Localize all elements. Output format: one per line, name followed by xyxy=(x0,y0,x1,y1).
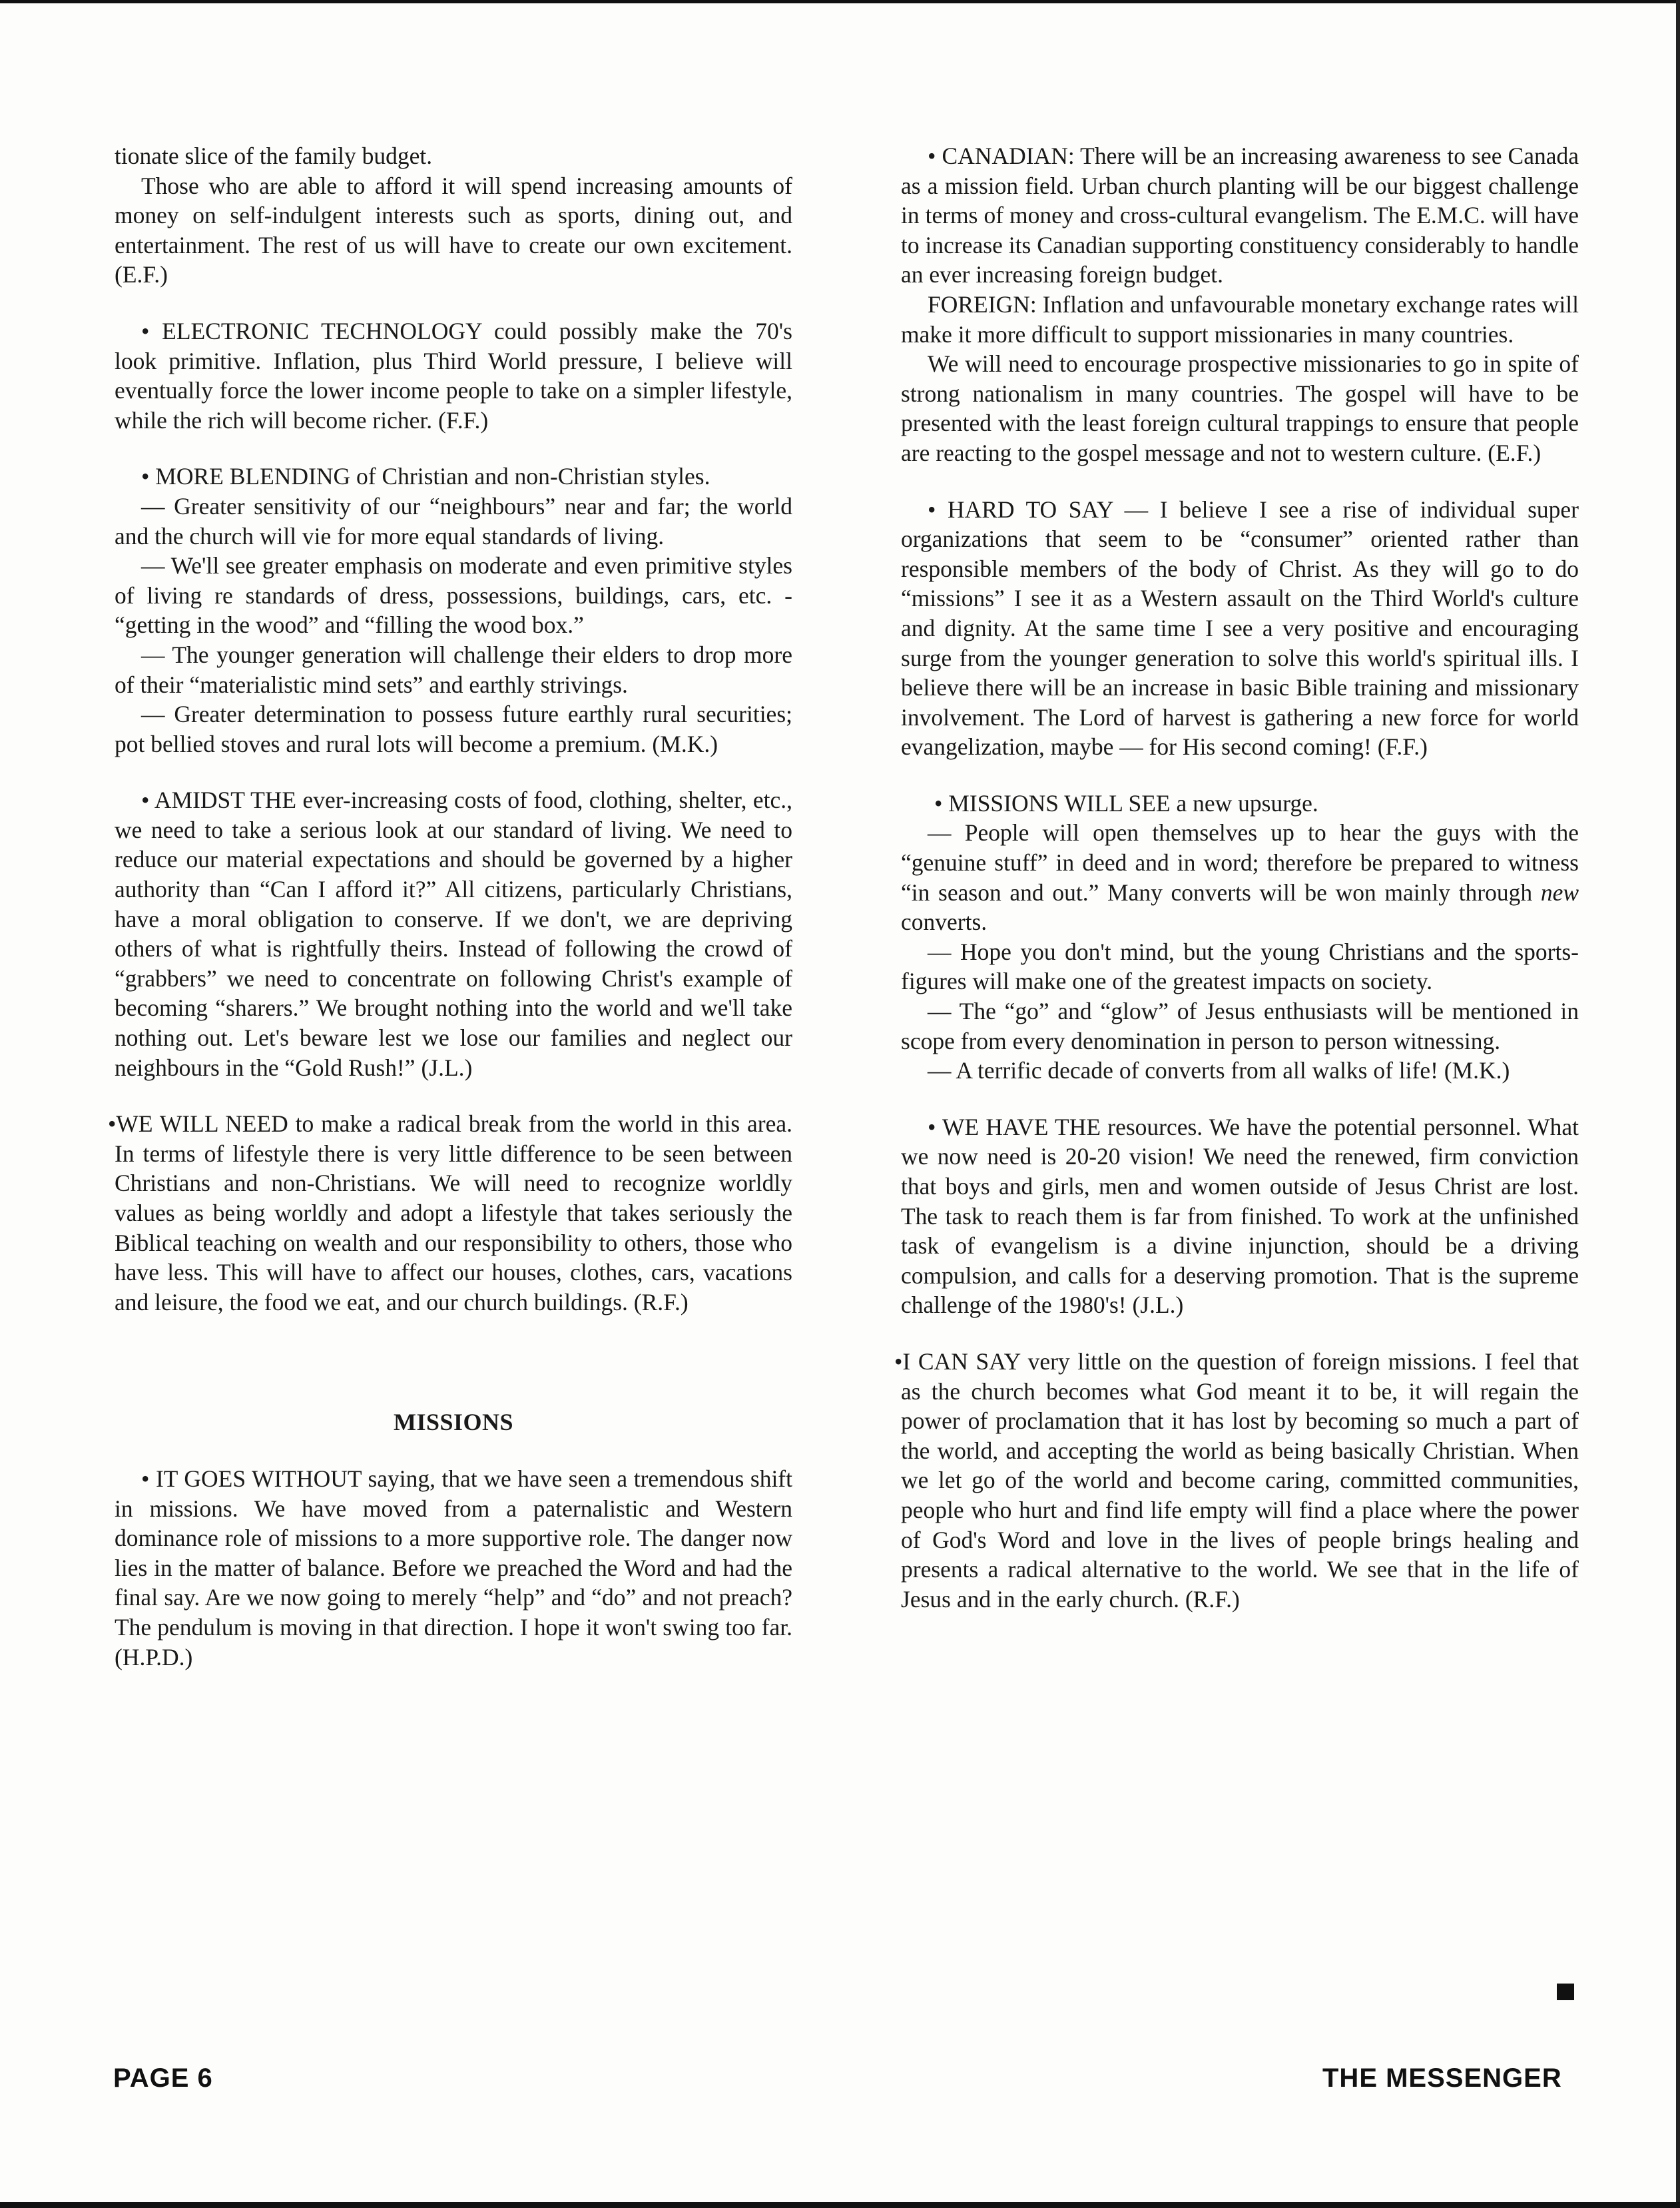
page-bottom-edge xyxy=(0,2202,1680,2208)
bullet-paragraph: • AMIDST THE ever-increasing costs of food, clothing, shelter, etc., we need to take a serious look at our standard of living. We need to reduce our material expectations and should be governed by a higher authority than “Can I afford it?” All citizens, particularly Christians, have a moral obligation to conserve. If we don't, we are depriving others of what is rightfully theirs. Instead of following the crowd of “grabbers” we need to concentrate on following Christ's example of becoming “sharers.” We brought nothing into the world and we'll take nothing out. Let's beware lest we lose our families and neglect our neighbours in the “Gold Rush!” (J.L.) xyxy=(115,787,792,1081)
paragraph: FOREIGN: Inflation and unfavourable monetary exchange rates will make it more difficult to support missionaries in many countries. xyxy=(901,290,1579,348)
dash-text: — People will open themselves up to hear the guys with the “genuine stuff” in deed and in word; therefore be prepared to witness “in season and out.” Many converts will be won mainly through xyxy=(901,819,1579,906)
bullet-paragraph: • HARD TO SAY — I believe I see a rise of individual super organizations that seem to be “consumer” oriented rather than responsible members of the body of Christ. As they will go to do “missions” I see it as a Western assault on the Third World's culture and dignity. At the same time I see a very positive and encouraging surge from the younger generation to solve this world's spiritual ills. I believe there will be an increase in basic Bible training and missionary involvement. The Lord of harvest is gathering a new force for world evangelization, maybe — for His second coming! (F.F.) xyxy=(901,496,1579,761)
publication-name: THE MESSENGER xyxy=(1322,2063,1562,2093)
dash-paragraph: — We'll see greater emphasis on moderate and even primitive styles of living re standards of dress, possessions, buildings, cars, etc. - “getting in the wood” and “filling the wood box.” xyxy=(115,552,792,639)
left-column xyxy=(108,141,792,1672)
bullet-paragraph: • IT GOES WITHOUT saying, that we have seen a tremendous shift in missions. We have moved from a paternalistic and Western dominance role of missions to a more supportive role. The danger now lies in the matter of balance. Before we preached the Word and had the final say. Are we now going to merely “help” and “do” and not preach? The pendulum is moving in that direction. I hope it won't swing too far. (H.P.D.) xyxy=(115,1465,792,1670)
emphasis-text: new xyxy=(1540,879,1579,906)
page-right-edge xyxy=(1676,0,1680,2208)
bullet-paragraph: • WE HAVE THE resources. We have the potential personnel. What we now need is 20-20 vision! We need the renewed, firm conviction that boys and girls, men and women outside of Jesus Christ are lost. The task to reach them is far from finished. To work at the unfinished task of evangelism is a divine injunction, should be a driving compulsion, and calls for a deserving promotion. That is the supreme challenge of the 1980's! (J.L.) xyxy=(901,1113,1579,1319)
dash-text: converts. xyxy=(901,909,987,936)
page-top-edge xyxy=(0,0,1680,3)
page-number: PAGE 6 xyxy=(113,2063,213,2093)
paragraph: We will need to encourage prospective missionaries to go in spite of strong nationalism in many countries. The gospel will have to be presented with the least foreign cultural trappings to ensure that people are reacting to the gospel message and not to western culture. (E.F.) xyxy=(901,350,1579,466)
bullet-paragraph: • CANADIAN: There will be an increasing awareness to see Canada as a mission field. Urban church planting will be our biggest challenge in terms of money and cross-cultural evangelism. The E.M.C. will have to increase its Canadian supporting constituency considerably to handle an ever increasing foreign budget. xyxy=(901,143,1579,288)
bullet-paragraph: •I CAN SAY very little on the question of foreign missions. I feel that as the church becomes what God meant it to be, it will regain the power of proclamation that it has lost by becoming so much a part of the world, and accepting the world as being basically Christian. When we let go of the world and become caring, committed communities, people who hurt and find life empty will find a place where the power of God's Word and love in the lives of people brings healing and presents a radical alternative to the world. We see that in the life of Jesus and in the early church. (R.F.) xyxy=(894,1347,1579,1613)
dash-paragraph: — The “go” and “glow” of Jesus enthusiasts will be mentioned in scope from every denomination in person to person witnessing. xyxy=(901,998,1579,1054)
dash-paragraph: — A terrific decade of converts from all walks of life! (M.K.) xyxy=(928,1057,1510,1084)
paragraph: tionate slice of the family budget. xyxy=(115,143,433,169)
bullet-paragraph: • MORE BLENDING of Christian and non-Christian styles. xyxy=(141,463,710,490)
paragraph: Those who are able to afford it will spend increasing amounts of money on self-indulgent interests such as sports, dining out, and entertainment. The rest of us will have to create our own excitement. (E.F.) xyxy=(115,172,792,288)
dash-paragraph: — Hope you don't mind, but the young Christians and the sports-figures will make one of the greatest impacts on society. xyxy=(901,938,1579,995)
dash-paragraph: — Greater sensitivity of our “neighbours” near and far; the world and the church will vie for more equal standards of living. xyxy=(115,492,792,550)
dash-paragraph xyxy=(901,818,1579,936)
bullet-paragraph: •WE WILL NEED to make a radical break from the world in this area. In terms of lifestyle there is very little difference to be seen between Christians and non-Christians. We will need to recognize worldly values as being worldly and adopt a lifestyle that takes seriously the Biblical teaching on wealth and our responsibility to others, those who have less. This will have to affect our houses, clothes, cars, vacations and leisure, the food we eat, and our church buildings. (R.F.) xyxy=(108,1110,792,1315)
dash-paragraph: — The younger generation will challenge their elders to drop more of their “materialistic mind sets” and earthly strivings. xyxy=(115,641,792,698)
dash-paragraph: — Greater determination to possess future earthly rural securities; pot bellied stoves and rural lots will become a premium. (M.K.) xyxy=(115,701,792,757)
bullet-paragraph: • ELECTRONIC TECHNOLOGY could possibly make the 70's look primitive. Inflation, plus Third World pressure, I believe will eventually force the lower income people to take on a simpler lifestyle, while the rich will become richer. (F.F.) xyxy=(115,317,792,434)
section-heading-missions: MISSIONS xyxy=(393,1409,514,1436)
right-column xyxy=(894,141,1579,1614)
bullet-paragraph: • MISSIONS WILL SEE a new upsurge. xyxy=(934,789,1318,817)
end-of-article-mark xyxy=(1557,1984,1574,2000)
